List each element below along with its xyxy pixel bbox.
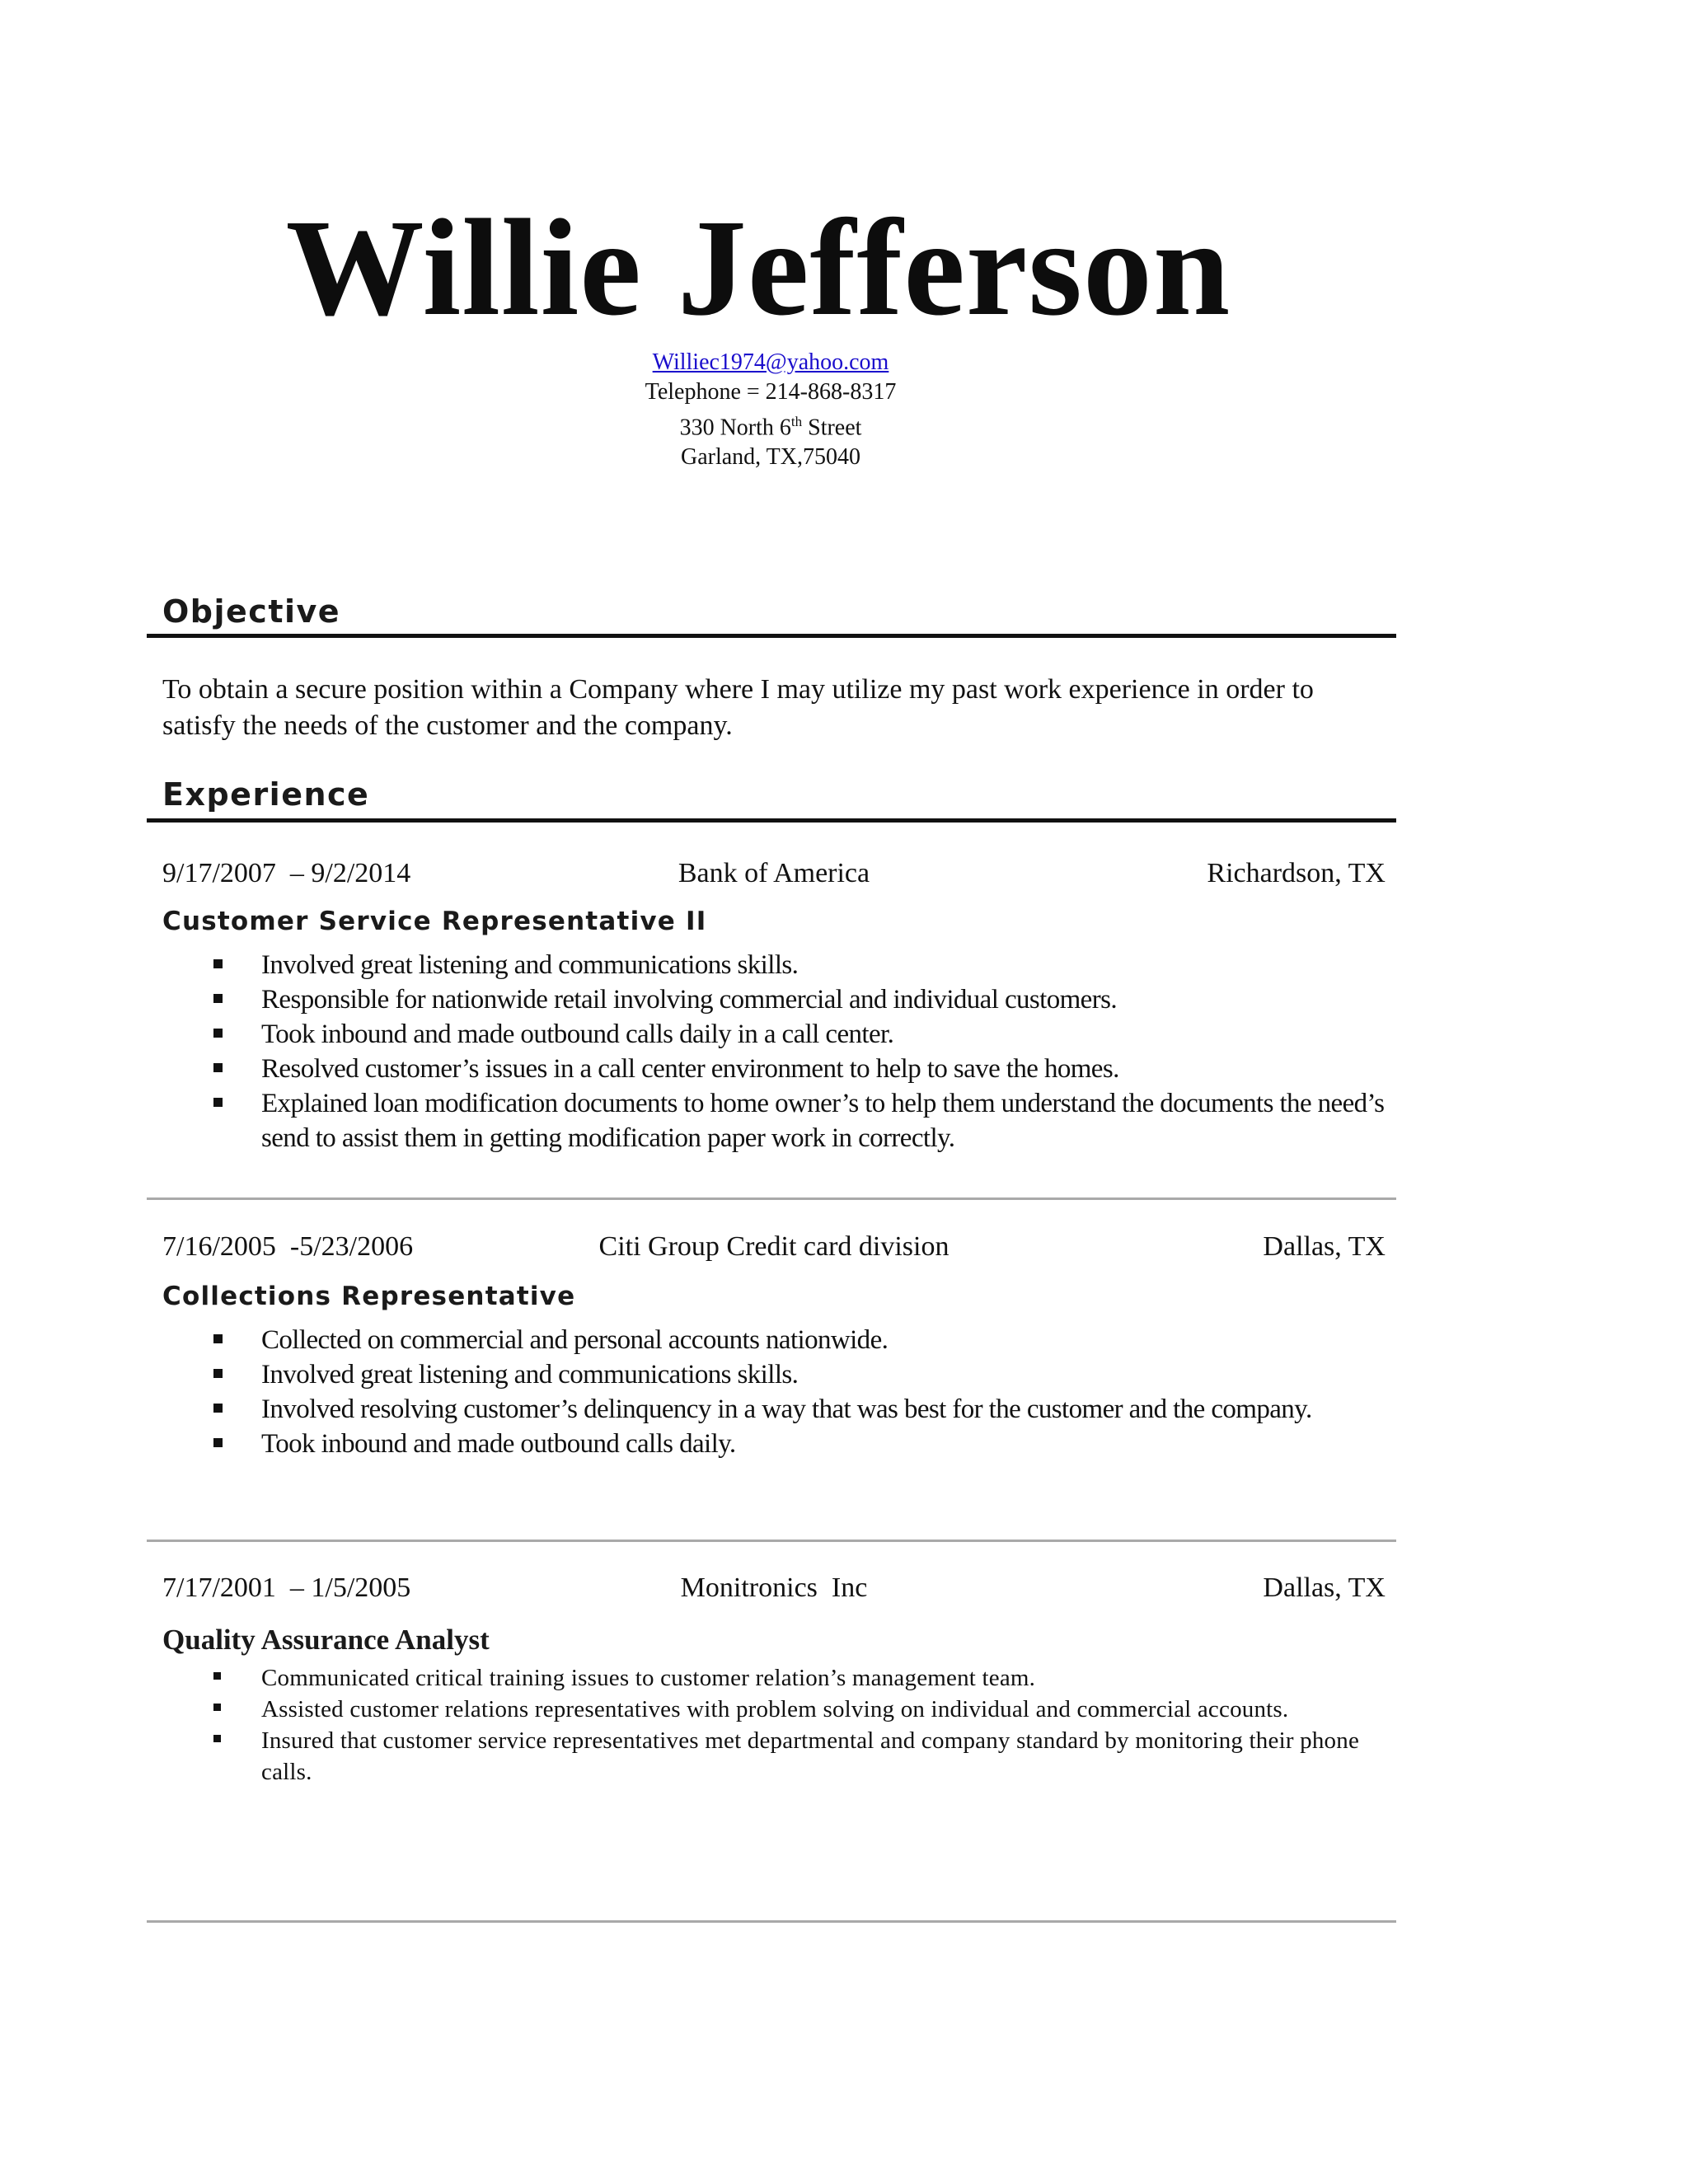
square-bullet-icon xyxy=(213,1029,223,1038)
square-bullet-icon xyxy=(213,1672,221,1680)
objective-text: To obtain a secure position within a Company where I may utilize my past work experience in order to satisfy the needs of the customer and the company. xyxy=(162,674,1314,741)
job-header xyxy=(162,855,1386,892)
experience-divider xyxy=(147,818,1396,823)
list-item xyxy=(162,982,1399,1017)
job-dates: 9/17/2007 – 9/2/2014 xyxy=(162,858,411,888)
duty-text: Collected on commercial and personal accounts nationwide. xyxy=(261,1325,889,1355)
list-item xyxy=(162,1662,1399,1694)
job-company: Monitronics Inc xyxy=(680,1572,868,1603)
job-divider xyxy=(147,1920,1396,1923)
duty-text: Involved great listening and communications skills. xyxy=(261,950,799,980)
duty-text: Involved great listening and communications skills. xyxy=(261,1360,799,1390)
email-link[interactable]: Williec1974@yahoo.com xyxy=(652,349,889,375)
duty-text: Took inbound and made outbound calls daily in a call center. xyxy=(261,1019,894,1049)
square-bullet-icon xyxy=(213,994,223,1003)
job-duties-list xyxy=(162,1662,1399,1788)
objective-heading: Objective xyxy=(162,593,341,630)
job-dates: 7/17/2001 – 1/5/2005 xyxy=(162,1572,411,1603)
square-bullet-icon xyxy=(213,1098,223,1107)
square-bullet-icon xyxy=(213,959,223,968)
square-bullet-icon xyxy=(213,1404,223,1413)
street-prefix: 330 North 6 xyxy=(679,415,791,441)
square-bullet-icon xyxy=(213,1735,221,1742)
city-state-zip: Garland, TX,75040 xyxy=(681,444,860,471)
duty-text: Responsible for nationwide retail involving commercial and individual customers. xyxy=(261,985,1118,1015)
duty-text: Involved resolving customer’s delinquency in a way that was best for the customer and the company. xyxy=(261,1394,1312,1424)
list-item xyxy=(162,1052,1399,1086)
list-item xyxy=(162,1427,1399,1461)
square-bullet-icon xyxy=(213,1369,223,1378)
job-dates: 7/16/2005 -5/23/2006 xyxy=(162,1231,414,1262)
duty-text: Explained loan modification documents to home owner’s to help them understand the documents the need’s send to assist them in getting modification paper work in correctly. xyxy=(261,1089,1385,1153)
resume-header xyxy=(148,191,1393,472)
candidate-name: Willie Jefferson xyxy=(285,191,1231,344)
square-bullet-icon xyxy=(213,1704,221,1711)
job-company: Bank of America xyxy=(678,858,870,888)
objective-divider xyxy=(147,634,1396,638)
square-bullet-icon xyxy=(213,1438,223,1447)
duty-text: Insured that customer service representatives met departmental and company standard by monitoring their phone calls. xyxy=(261,1727,1360,1785)
job-title: Collections Representative xyxy=(162,1282,576,1311)
duty-text: Assisted customer relations representatives with problem solving on individual and commercial accounts. xyxy=(261,1696,1289,1722)
list-item xyxy=(162,1694,1399,1725)
job-title: Customer Service Representative II xyxy=(162,907,707,936)
job-duties-list xyxy=(162,948,1399,1155)
list-item xyxy=(162,1725,1399,1788)
job-location: Dallas, TX xyxy=(1263,1231,1386,1262)
list-item xyxy=(162,948,1399,982)
experience-heading: Experience xyxy=(162,776,370,813)
street-address xyxy=(148,407,1393,443)
job-duties-list xyxy=(162,1323,1399,1461)
job-header xyxy=(162,1229,1386,1265)
duty-text: Communicated critical training issues to customer relation’s management team. xyxy=(261,1665,1036,1691)
job-company: Citi Group Credit card division xyxy=(598,1231,950,1262)
job-divider xyxy=(147,1540,1396,1542)
list-item xyxy=(162,1357,1399,1392)
street-ordinal-suffix: th xyxy=(790,414,803,429)
list-item xyxy=(162,1086,1399,1155)
job-location: Dallas, TX xyxy=(1263,1572,1386,1603)
duty-text: Took inbound and made outbound calls daily. xyxy=(261,1429,736,1459)
job-header xyxy=(162,1570,1386,1606)
duty-text: Resolved customer’s issues in a call center environment to help to save the homes. xyxy=(261,1054,1119,1084)
street-suffix: Street xyxy=(802,415,862,441)
job-title: Quality Assurance Analyst xyxy=(162,1624,490,1656)
square-bullet-icon xyxy=(213,1063,223,1072)
square-bullet-icon xyxy=(213,1334,223,1343)
list-item xyxy=(162,1392,1399,1427)
job-divider xyxy=(147,1197,1396,1200)
job-location: Richardson, TX xyxy=(1207,858,1386,888)
list-item xyxy=(162,1323,1399,1357)
list-item xyxy=(162,1017,1399,1052)
telephone: Telephone = 214-868-8317 xyxy=(645,379,897,405)
